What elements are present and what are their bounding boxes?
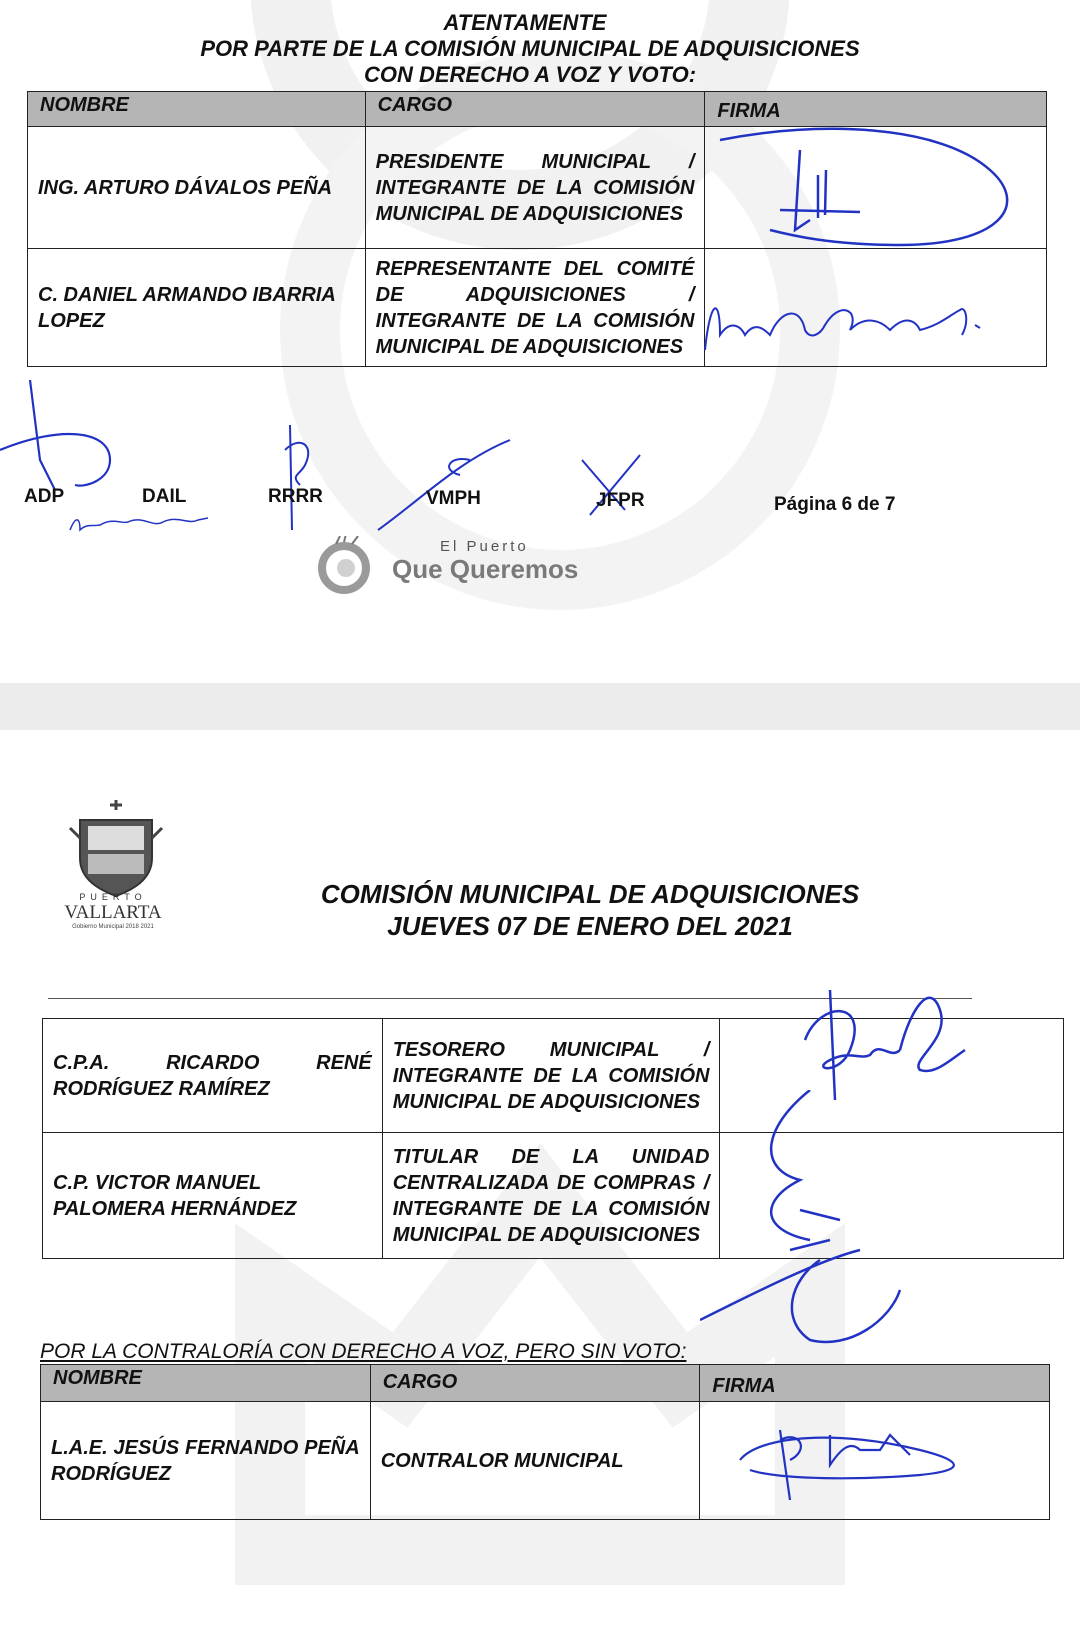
contraloria-table bbox=[40, 1364, 1050, 1520]
document-title bbox=[0, 878, 1080, 942]
member-name: C.P. VICTOR MANUEL PALOMERA HERNÁNDEZ bbox=[43, 1133, 383, 1259]
closing-heading bbox=[0, 10, 1080, 88]
table-row bbox=[43, 1133, 1064, 1259]
member-name: ING. ARTURO DÁVALOS PEÑA bbox=[28, 127, 366, 249]
header-cargo: CARGO bbox=[365, 92, 705, 127]
signature-cell bbox=[720, 1133, 1064, 1259]
title-line-1: COMISIÓN MUNICIPAL DE ADQUISICIONES bbox=[320, 879, 860, 909]
header-nombre: NOMBRE bbox=[28, 92, 366, 127]
header-nombre: NOMBRE bbox=[41, 1365, 371, 1402]
title-line-2: JUEVES 07 DE ENERO DEL 2021 bbox=[387, 911, 793, 941]
voting-members-table bbox=[27, 91, 1047, 367]
table-row bbox=[28, 127, 1047, 249]
table-row bbox=[28, 249, 1047, 367]
document-page-6 bbox=[0, 0, 1080, 683]
member-position: TESORERO MUNICIPAL / INTEGRANTE DE LA COMISIÓN MUNICIPAL DE ADQUISICIONES bbox=[382, 1019, 720, 1133]
table-header-row bbox=[28, 92, 1047, 127]
small-signature-daniel bbox=[68, 510, 228, 540]
logo-puerto: PUERTO bbox=[79, 892, 147, 902]
header-firma: FIRMA bbox=[705, 92, 1047, 127]
initials-adp: ADP bbox=[24, 486, 65, 507]
header-divider bbox=[48, 998, 972, 999]
signature-cell bbox=[700, 1402, 1050, 1520]
voting-members-table-continued bbox=[42, 1018, 1064, 1259]
logo-vallarta: VALLARTA bbox=[64, 902, 162, 923]
member-position: PRESIDENTE MUNICIPAL / INTEGRANTE DE LA COMISIÓN MUNICIPAL DE ADQUISICIONES bbox=[365, 127, 705, 249]
member-name: C.P.A. RICARDO RENÉ RODRÍGUEZ RAMÍREZ bbox=[43, 1019, 383, 1133]
el-puerto-logo bbox=[316, 530, 616, 600]
initials-jfpr: JFPR bbox=[596, 490, 645, 511]
voting-rights-line: CON DERECHO A VOZ Y VOTO: bbox=[363, 62, 697, 87]
header-cargo: CARGO bbox=[370, 1365, 700, 1402]
member-position: CONTRALOR MUNICIPAL bbox=[370, 1402, 700, 1520]
swirl-logo-icon bbox=[316, 536, 372, 596]
initials-dail: DAIL bbox=[142, 486, 187, 507]
member-position: TITULAR DE LA UNIDAD CENTRALIZADA DE COMPRAS / INTEGRANTE DE LA COMISIÓN MUNICIPAL DE ADQUISICIONES bbox=[382, 1133, 720, 1259]
contraloria-heading: POR LA CONTRALORÍA CON DERECHO A VOZ, PERO SIN VOTO: bbox=[40, 1340, 687, 1363]
page-number: Página 6 de 7 bbox=[774, 494, 896, 515]
signature-cell bbox=[705, 127, 1047, 249]
table-header-row bbox=[41, 1365, 1050, 1402]
table-row bbox=[43, 1019, 1064, 1133]
logo-small-text: El Puerto bbox=[440, 538, 529, 555]
document-page-7 bbox=[0, 730, 1080, 1628]
header-firma: FIRMA bbox=[700, 1365, 1050, 1402]
initial-signatures bbox=[0, 380, 660, 540]
initials-rrrr: RRRR bbox=[268, 486, 323, 507]
closing-word: ATENTAMENTE bbox=[443, 10, 607, 35]
logo-caption: Gobierno Municipal 2018 2021 bbox=[72, 924, 154, 930]
member-position: REPRESENTANTE DEL COMITÉ DE ADQUISICIONES / INTEGRANTE DE LA COMISIÓN MUNICIPAL DE ADQUISICIONES bbox=[365, 249, 705, 367]
member-name: L.A.E. JESÚS FERNANDO PEÑA RODRÍGUEZ bbox=[41, 1402, 371, 1520]
commission-line: POR PARTE DE LA COMISIÓN MUNICIPAL DE ADQUISICIONES bbox=[200, 36, 860, 61]
signature-cell bbox=[705, 249, 1047, 367]
signature-cell bbox=[720, 1019, 1064, 1133]
initials-vmph: VMPH bbox=[426, 488, 481, 509]
member-name: C. DANIEL ARMANDO IBARRIA LOPEZ bbox=[28, 249, 366, 367]
logo-big-text: Que Queremos bbox=[392, 554, 579, 584]
table-row bbox=[41, 1402, 1050, 1520]
